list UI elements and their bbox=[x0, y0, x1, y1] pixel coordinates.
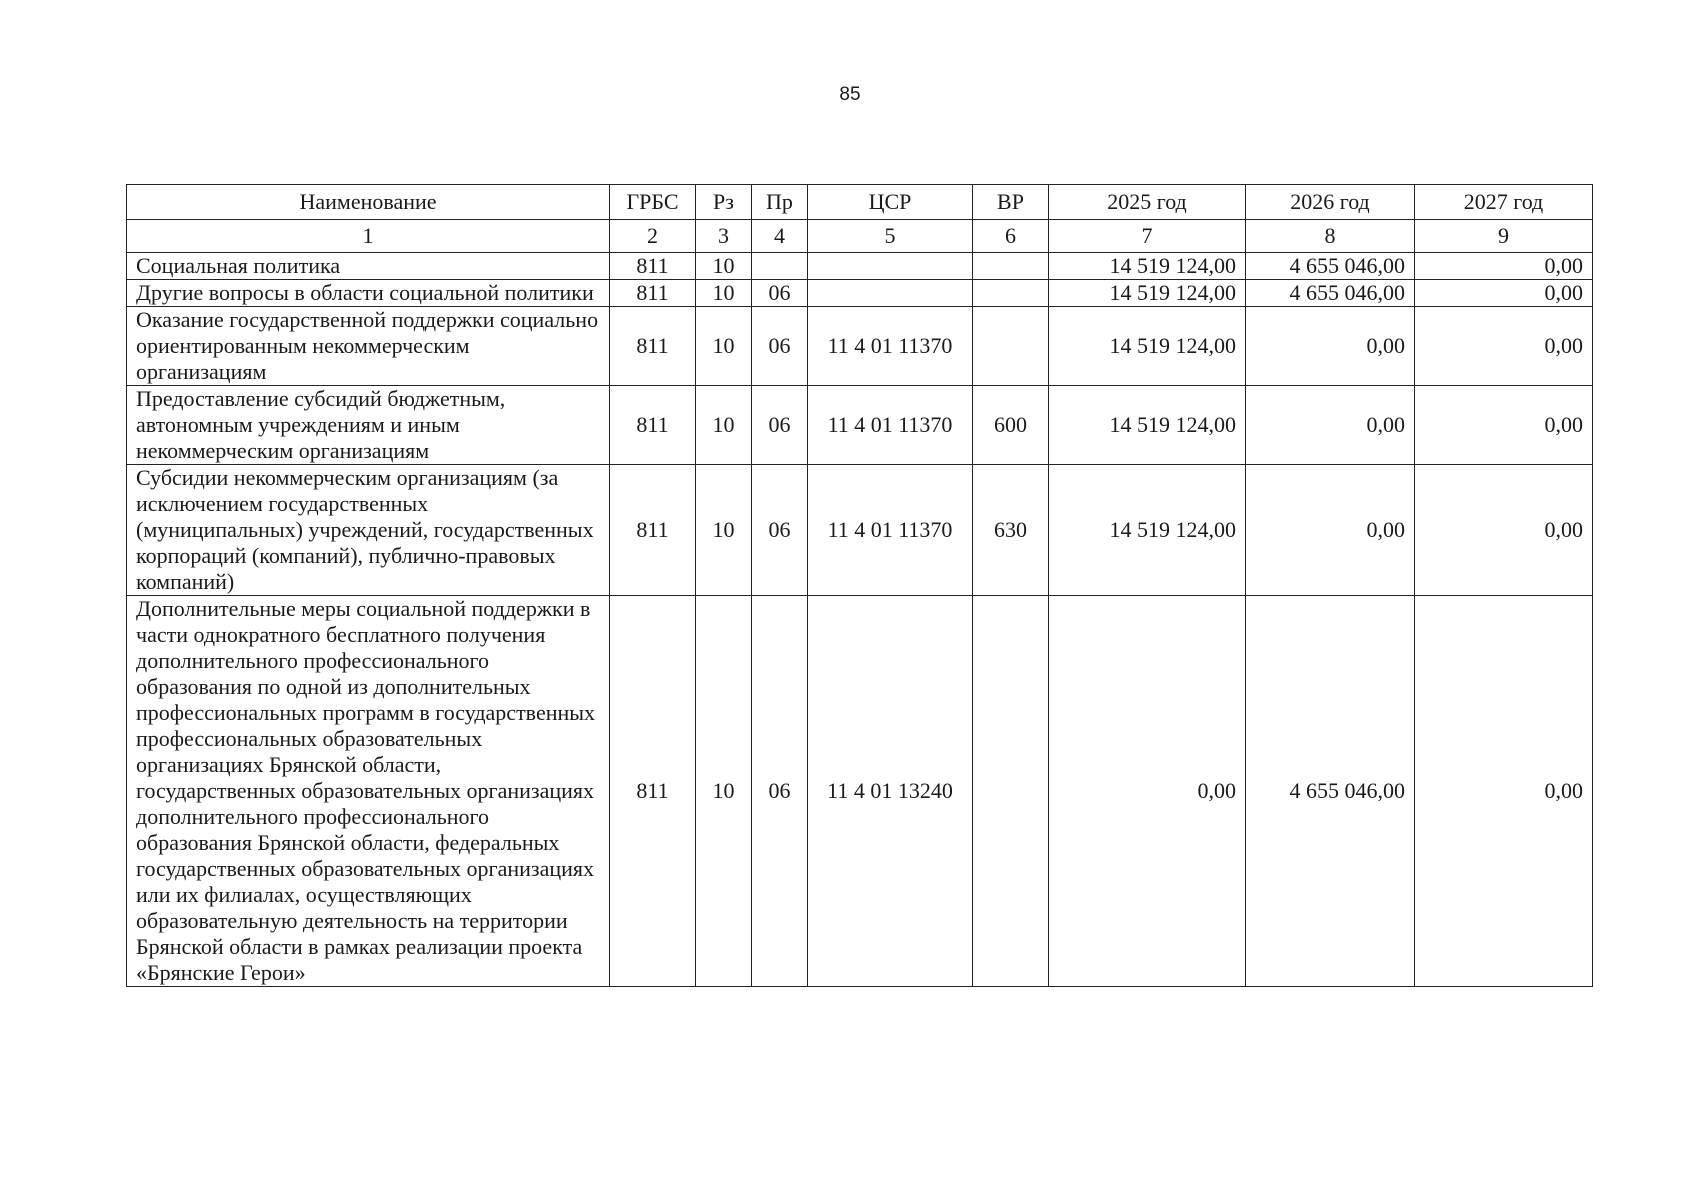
row-csr: 11 4 01 11370 bbox=[808, 465, 973, 596]
budget-table bbox=[126, 184, 1593, 987]
column-number: 3 bbox=[696, 220, 752, 253]
row-csr: 11 4 01 11370 bbox=[808, 386, 973, 465]
column-number: 1 bbox=[127, 220, 610, 253]
row-name: Дополнительные меры социальной поддержки в части однократного бесплатного получения дополнительного профессионального образования по одной из дополнительных профессиональных программ в государственных профессиональных образовательных организациях Брянской области, государственных образовательных организациях дополнительного профессионального образования Брянской области, федеральных государственных образовательных организациях или их филиалах, осуществляющих образовательную деятельность на территории Брянской области в рамках реализации проекта «Брянские Герои» bbox=[127, 596, 610, 987]
header-grbs: ГРБС bbox=[610, 185, 696, 220]
column-number: 9 bbox=[1415, 220, 1593, 253]
row-pr: 06 bbox=[752, 280, 808, 307]
row-grbs: 811 bbox=[610, 307, 696, 386]
row-rz: 10 bbox=[696, 386, 752, 465]
row-grbs: 811 bbox=[610, 280, 696, 307]
row-pr: 06 bbox=[752, 596, 808, 987]
row-name: Субсидии некоммерческим организациям (за исключением государственных (муниципальных) учреждений, государственных корпораций (компаний), публично-правовых компаний) bbox=[127, 465, 610, 596]
row-pr: 06 bbox=[752, 465, 808, 596]
column-number: 6 bbox=[973, 220, 1049, 253]
header-csr: ЦСР bbox=[808, 185, 973, 220]
column-number: 4 bbox=[752, 220, 808, 253]
row-amount-2027: 0,00 bbox=[1415, 596, 1593, 987]
table-body bbox=[127, 253, 1593, 987]
row-rz: 10 bbox=[696, 253, 752, 280]
row-name: Социальная политика bbox=[127, 253, 610, 280]
row-rz: 10 bbox=[696, 596, 752, 987]
column-number: 8 bbox=[1246, 220, 1415, 253]
header-2027: 2027 год bbox=[1415, 185, 1593, 220]
header-2026: 2026 год bbox=[1246, 185, 1415, 220]
column-number: 2 bbox=[610, 220, 696, 253]
header-2025: 2025 год bbox=[1049, 185, 1246, 220]
table-row bbox=[127, 280, 1593, 307]
row-vr bbox=[973, 253, 1049, 280]
table-row bbox=[127, 253, 1593, 280]
header-name: Наименование bbox=[127, 185, 610, 220]
row-amount-2026: 4 655 046,00 bbox=[1246, 280, 1415, 307]
row-amount-2025: 0,00 bbox=[1049, 596, 1246, 987]
table-header bbox=[127, 185, 1593, 220]
row-grbs: 811 bbox=[610, 253, 696, 280]
row-csr bbox=[808, 280, 973, 307]
row-pr: 06 bbox=[752, 386, 808, 465]
row-amount-2026: 0,00 bbox=[1246, 465, 1415, 596]
row-grbs: 811 bbox=[610, 465, 696, 596]
row-vr: 630 bbox=[973, 465, 1049, 596]
row-amount-2027: 0,00 bbox=[1415, 386, 1593, 465]
row-grbs: 811 bbox=[610, 386, 696, 465]
row-grbs: 811 bbox=[610, 596, 696, 987]
row-csr: 11 4 01 11370 bbox=[808, 307, 973, 386]
row-csr bbox=[808, 253, 973, 280]
row-amount-2026: 0,00 bbox=[1246, 386, 1415, 465]
row-amount-2025: 14 519 124,00 bbox=[1049, 386, 1246, 465]
row-amount-2027: 0,00 bbox=[1415, 280, 1593, 307]
row-amount-2027: 0,00 bbox=[1415, 253, 1593, 280]
row-name: Предоставление субсидий бюджетным, автономным учреждениям и иным некоммерческим организациям bbox=[127, 386, 610, 465]
column-number-row-group bbox=[127, 220, 1593, 253]
row-amount-2025: 14 519 124,00 bbox=[1049, 253, 1246, 280]
row-csr: 11 4 01 13240 bbox=[808, 596, 973, 987]
table-row bbox=[127, 596, 1593, 987]
column-number: 7 bbox=[1049, 220, 1246, 253]
row-amount-2026: 4 655 046,00 bbox=[1246, 596, 1415, 987]
row-vr bbox=[973, 307, 1049, 386]
row-amount-2025: 14 519 124,00 bbox=[1049, 280, 1246, 307]
table-row bbox=[127, 386, 1593, 465]
page-number: 85 bbox=[839, 84, 861, 105]
row-amount-2025: 14 519 124,00 bbox=[1049, 307, 1246, 386]
row-amount-2027: 0,00 bbox=[1415, 307, 1593, 386]
row-rz: 10 bbox=[696, 307, 752, 386]
row-pr: 06 bbox=[752, 307, 808, 386]
row-rz: 10 bbox=[696, 465, 752, 596]
header-vr: ВР bbox=[973, 185, 1049, 220]
table-row bbox=[127, 465, 1593, 596]
row-amount-2026: 4 655 046,00 bbox=[1246, 253, 1415, 280]
header-rz: Рз bbox=[696, 185, 752, 220]
header-row bbox=[127, 185, 1593, 220]
table-row bbox=[127, 307, 1593, 386]
row-amount-2027: 0,00 bbox=[1415, 465, 1593, 596]
column-number-row bbox=[127, 220, 1593, 253]
row-name: Оказание государственной поддержки социально ориентированным некоммерческим организациям bbox=[127, 307, 610, 386]
header-pr: Пр bbox=[752, 185, 808, 220]
row-vr: 600 bbox=[973, 386, 1049, 465]
row-amount-2026: 0,00 bbox=[1246, 307, 1415, 386]
row-rz: 10 bbox=[696, 280, 752, 307]
row-name: Другие вопросы в области социальной политики bbox=[127, 280, 610, 307]
column-number: 5 bbox=[808, 220, 973, 253]
row-amount-2025: 14 519 124,00 bbox=[1049, 465, 1246, 596]
row-pr bbox=[752, 253, 808, 280]
row-vr bbox=[973, 596, 1049, 987]
row-vr bbox=[973, 280, 1049, 307]
